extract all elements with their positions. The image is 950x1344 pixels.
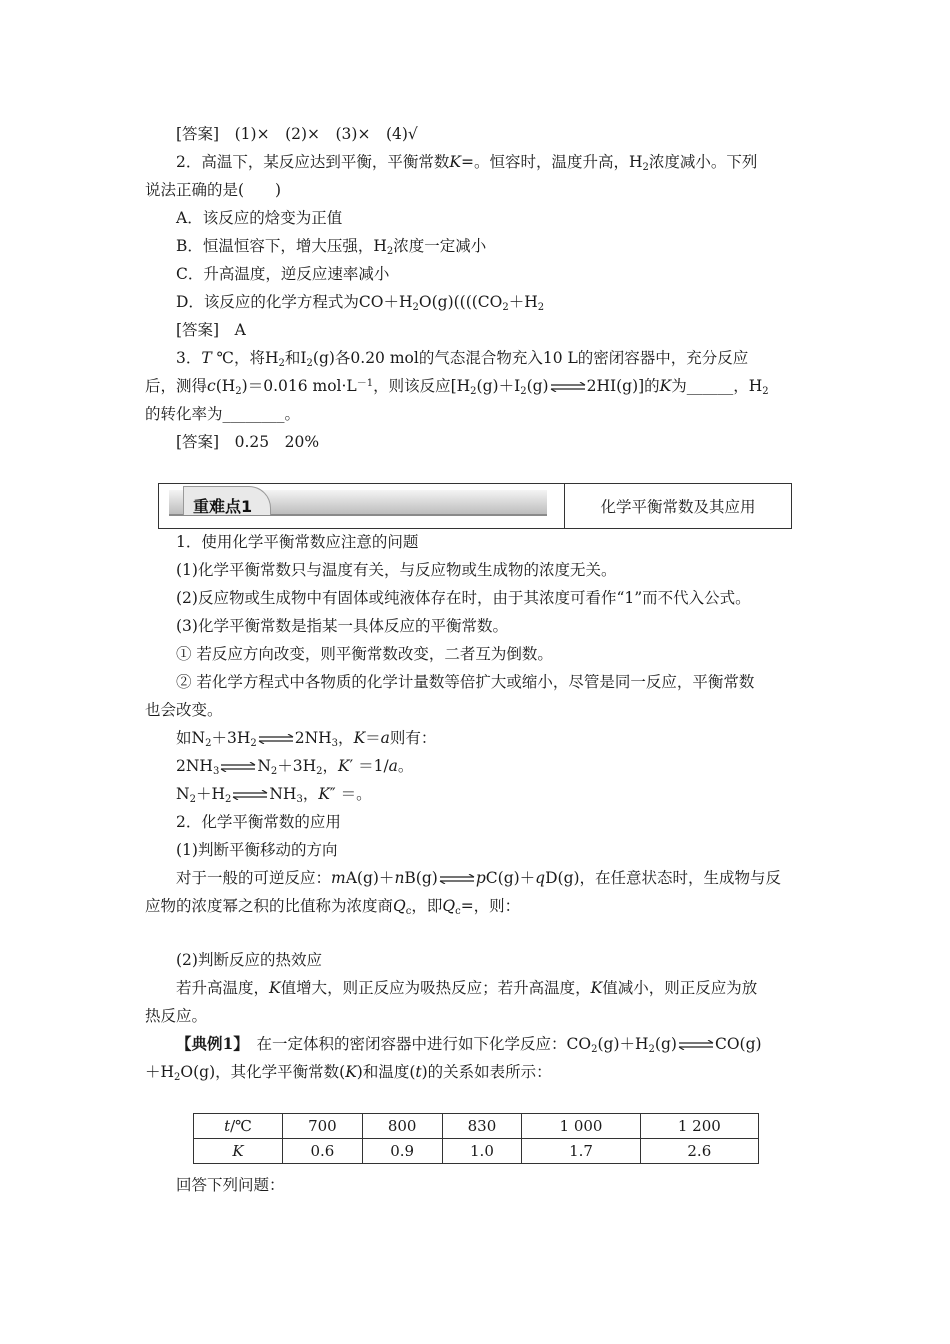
table-cell: 830 (442, 1114, 522, 1139)
answer-items: (1)× (2)× (3)× (4)√ (234, 125, 418, 143)
q2-line-2: 说法正确的是( ) (145, 181, 282, 199)
section-title: 化学平衡常数及其应用 (600, 498, 756, 516)
table-cell: 1 200 (640, 1114, 758, 1139)
section-badge-area (159, 484, 565, 528)
q2-option-c: C．升高温度，逆反应速率减小 (176, 265, 390, 283)
equilibrium-arrow-icon (258, 734, 294, 744)
q2-line-1: 2．高温下，某反应达到平衡，平衡常数K=。恒容时，温度升高，$H_2$浓度减小。下列 (176, 153, 758, 173)
equilibrium-arrow-icon (550, 382, 586, 392)
example-eq-3: $N_2+H_2$ $NH_3$，K″ ＝。 (176, 785, 372, 805)
body-p2: (1)化学平衡常数只与温度有关，与反应物或生成物的浓度无关。 (176, 561, 617, 579)
table-cell: 700 (283, 1114, 363, 1139)
q2-answer: [答案] A (176, 321, 246, 339)
answer-label: [答案] (176, 125, 220, 143)
body-p6: ② 若化学方程式中各物质的化学计量数等倍扩大或缩小，尽管是同一反应，平衡常数 (176, 673, 755, 691)
body-p10: (2)判断反应的热效应 (176, 951, 322, 969)
q2-option-b: B．恒温恒容下，增大压强，$H_2$浓度一定减小 (176, 237, 487, 257)
body-p3: (2)反应物或生成物中有固体或纯液体存在时，由于其浓度可看作“1”而不代入公式。 (176, 589, 751, 607)
table-header-k: K (194, 1139, 283, 1164)
equilibrium-arrow-icon (232, 790, 268, 800)
body-p4: (3)化学平衡常数是指某一具体反应的平衡常数。 (176, 617, 508, 635)
equilibrium-arrow-icon (678, 1040, 714, 1050)
body-p1: 1．使用化学平衡常数应注意的问题 (176, 533, 419, 551)
q3-line-1: 3．T ℃，将$H_2$和$I_2(g)$各0.20 mol的气态混合物充入10 L的密闭容器中，充分反应 (176, 349, 749, 369)
q2-option-a: A．该反应的焓变为正值 (176, 209, 343, 227)
body-p7: 也会改变。 (145, 701, 223, 719)
k-temperature-table (193, 1113, 759, 1164)
table-cell: 1 000 (522, 1114, 640, 1139)
body-p9: (1)判断平衡移动的方向 (176, 841, 338, 859)
body-p5: ① 若反应方向改变，则平衡常数改变，二者互为倒数。 (176, 645, 553, 663)
answer-line-1 (176, 124, 418, 144)
example-1-line-2: $+H_2O(g)$，其化学平衡常数(K)和温度(t)的关系如表所示： (145, 1063, 552, 1083)
table-cell: 800 (362, 1114, 442, 1139)
example-label: 【典例1】 (176, 1034, 242, 1053)
table-row (194, 1139, 759, 1164)
example-eq-2: $2NH_3$ $N_2+3H_2$，K′ ＝1/a。 (176, 757, 414, 777)
table-row (194, 1114, 759, 1139)
body-heat-1: 若升高温度，K值增大，则正反应为吸热反应；若升高温度，K值减小，则正反应为放 (176, 979, 758, 997)
body-quotient-2: 应物的浓度幂之积的比值称为浓度商$Q_c$，即$Q_c=$，则： (145, 897, 521, 917)
body-heat-2: 热反应。 (145, 1007, 208, 1025)
example-1-line-1: 【典例1】 在一定体积的密闭容器中进行如下化学反应：$CO_2(g)+H_2(g)$ CO(g) (176, 1034, 762, 1055)
equilibrium-arrow-icon (220, 762, 256, 772)
q2-option-d: D．该反应的化学方程式为$CO+H_2O(g)((((CO_2+H_2$ (176, 293, 545, 313)
q3-answer: [答案] 0.25 20% (176, 433, 320, 451)
section-header-box (158, 483, 792, 529)
body-p8: 2．化学平衡常数的应用 (176, 813, 341, 831)
q3-line-3: 的转化率为________。 (145, 405, 301, 423)
table-cell: 1.7 (522, 1139, 640, 1164)
section-banner (169, 490, 547, 516)
table-cell: 0.6 (283, 1139, 363, 1164)
example-eq-1: 如$N_2+3H_2$ $2NH_3$，K＝a则有： (176, 729, 437, 749)
table-cell: 0.9 (362, 1139, 442, 1164)
table-cell: 1.0 (442, 1139, 522, 1164)
section-badge: 重难点1 (193, 497, 253, 516)
equilibrium-arrow-icon (439, 874, 475, 884)
table-header-temp: t/℃ (194, 1114, 283, 1139)
table-cell: 2.6 (640, 1139, 758, 1164)
body-quotient-1: 对于一般的可逆反应：mA(g)＋nB(g) pC(g)＋qD(g)，在任意状态时，生成物与反 (176, 869, 782, 887)
q3-line-2: 后，测得$c(H_2)=0.016$ $mol\cdot L^{-1}$，则该反应[$H_2(g)+I_2(g)$ 2HI(g)]的K为______，$H_2$ (145, 377, 769, 397)
closing-prompt: 回答下列问题： (176, 1176, 285, 1194)
